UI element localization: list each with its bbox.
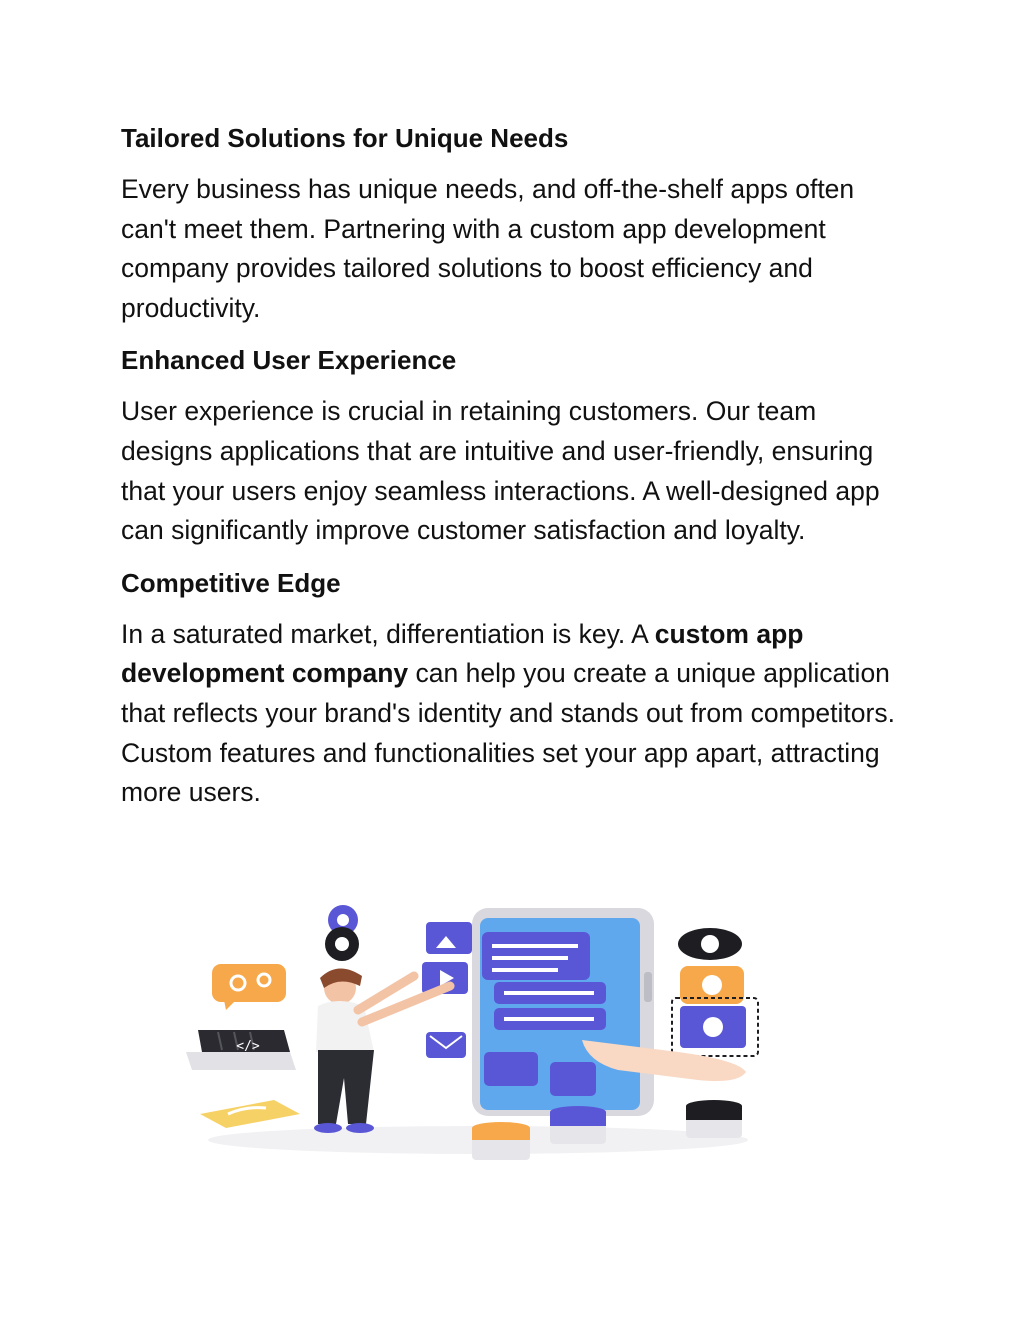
settings-bubble-icon (212, 964, 286, 1010)
gear-icon (325, 905, 359, 961)
code-tag-label: </> (236, 1039, 260, 1054)
article-content (121, 118, 901, 825)
tablet-device (472, 908, 654, 1116)
heading-enhanced-user-experience: Enhanced User Experience (121, 345, 457, 376)
yellow-pad (200, 1100, 300, 1128)
paragraph-competitive-edge (121, 615, 901, 813)
competitive-edge-text-end: can help you create a unique application that reflects your brand's identity and stands out from competitors. Custom features and functionalities set your app apart, attracting more users. (121, 658, 895, 808)
paragraph-enhanced-user-experience: User experience is crucial in retaining customers. Our team designs applications that are intuitive and user-friendly, ensuring that your users enjoy seamless interactions. A well-designed app can significantly improve customer satisfaction and loyalty. (121, 396, 880, 546)
video-play-icons (672, 928, 758, 1056)
code-block-icon (186, 1030, 296, 1070)
heading-competitive-edge: Competitive Edge (121, 567, 341, 598)
paragraph-tailored-solutions: Every business has unique needs, and off-the-shelf apps often can't meet them. Partnering with a custom app development company provides tailored solutions to boost efficiency and productivity. (121, 174, 855, 323)
custom-app-development-company-link[interactable]: custom app development company (121, 618, 804, 689)
heading-tailored-solutions: Tailored Solutions for Unique Needs (121, 123, 569, 153)
app-development-illustration (178, 902, 768, 1170)
competitive-edge-text-start: In a saturated market, differentiation is key. A (121, 618, 655, 649)
